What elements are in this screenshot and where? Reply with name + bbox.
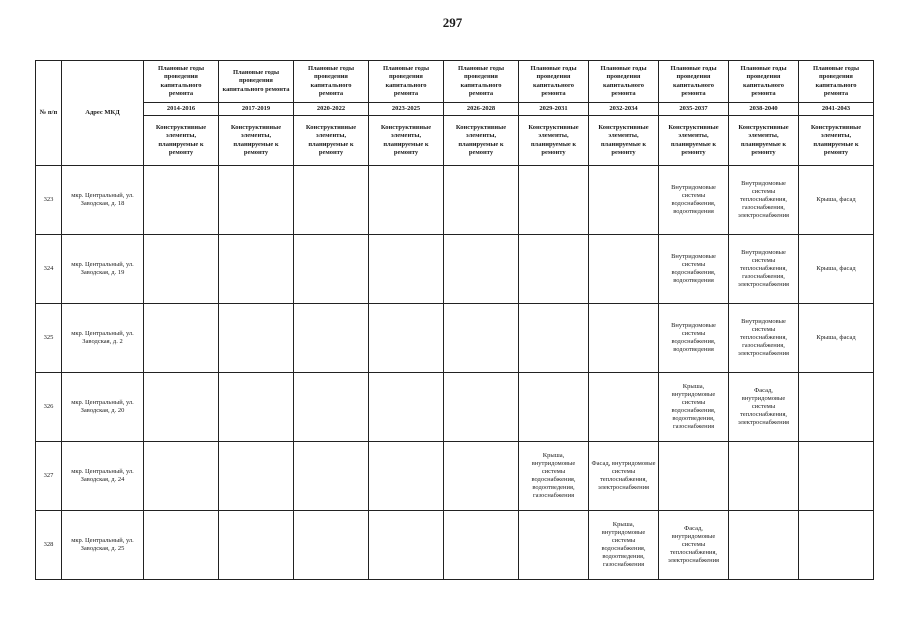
- row-address: мкр. Центральный, ул. Заводская, д. 24: [62, 442, 144, 511]
- table-cell: [219, 166, 294, 235]
- col-header-elements: Конструктивные элементы, планируемые к ремонту: [369, 116, 444, 166]
- table-cell: [519, 511, 589, 580]
- table-cell: [144, 373, 219, 442]
- col-header-elements: Конструктивные элементы, планируемые к ремонту: [144, 116, 219, 166]
- table-row: [36, 304, 874, 373]
- table-row: [36, 511, 874, 580]
- col-header-num: № п/п: [36, 61, 62, 166]
- year-range: 2038-2040: [729, 103, 799, 116]
- table-cell: [219, 511, 294, 580]
- row-address: мкр. Центральный, ул. Заводская, д. 25: [62, 511, 144, 580]
- table-cell: [144, 166, 219, 235]
- table-cell: Внутридомовые системы теплоснабжения, газоснабжения, электроснабжения: [729, 235, 799, 304]
- year-range: 2017-2019: [219, 103, 294, 116]
- col-header-address: Адрес МКД: [62, 61, 144, 166]
- table-row: [36, 235, 874, 304]
- table-cell: [519, 373, 589, 442]
- capital-repair-table: [35, 60, 874, 580]
- table-cell: Фасад, внутридомовые системы теплоснабжения, электроснабжения: [729, 373, 799, 442]
- table-cell: [519, 304, 589, 373]
- table-cell: [444, 166, 519, 235]
- table-cell: [219, 235, 294, 304]
- row-number: 325: [36, 304, 62, 373]
- col-header-elements: Конструктивные элементы, планируемые к ремонту: [799, 116, 874, 166]
- table-cell: [144, 235, 219, 304]
- year-range: 2035-2037: [659, 103, 729, 116]
- table-cell: [369, 304, 444, 373]
- table-cell: [369, 511, 444, 580]
- table-cell: [144, 511, 219, 580]
- col-header-period: Плановые годы проведения капитального ремонта: [799, 61, 874, 103]
- col-header-period: Плановые годы проведения капитального ремонта: [444, 61, 519, 103]
- table-cell: Крыша, внутридомовые системы водоснабжения, водоотведения, газоснабжения: [589, 511, 659, 580]
- year-range: 2023-2025: [369, 103, 444, 116]
- table-cell: [799, 373, 874, 442]
- table-cell: [589, 166, 659, 235]
- col-header-period: Плановые годы проведения капитального ремонта: [219, 61, 294, 103]
- row-number: 326: [36, 373, 62, 442]
- table-cell: [444, 373, 519, 442]
- table-cell: [444, 511, 519, 580]
- table-cell: [219, 373, 294, 442]
- table-cell: [294, 442, 369, 511]
- table-cell: Фасад, внутридомовые системы теплоснабжения, электроснабжения: [589, 442, 659, 511]
- table-cell: Внутридомовые системы водоснабжения, водоотведения: [659, 235, 729, 304]
- row-number: 328: [36, 511, 62, 580]
- table-cell: Внутридомовые системы теплоснабжения, газоснабжения, электроснабжения: [729, 304, 799, 373]
- row-address: мкр. Центральный, ул. Заводская, д. 19: [62, 235, 144, 304]
- year-range: 2014-2016: [144, 103, 219, 116]
- col-header-period: Плановые годы проведения капитального ремонта: [589, 61, 659, 103]
- col-header-period: Плановые годы проведения капитального ремонта: [729, 61, 799, 103]
- table-cell: [219, 304, 294, 373]
- table-cell: [294, 166, 369, 235]
- table-cell: Фасад, внутридомовые системы теплоснабжения, электроснабжения: [659, 511, 729, 580]
- table-cell: [589, 373, 659, 442]
- table-cell: [519, 235, 589, 304]
- row-address: мкр. Центральный, ул. Заводская, д. 2: [62, 304, 144, 373]
- table-cell: Крыша, внутридомовые системы водоснабжения, водоотведения, газоснабжения: [659, 373, 729, 442]
- table-cell: [519, 166, 589, 235]
- table-cell: [219, 442, 294, 511]
- table-row: [36, 373, 874, 442]
- table-cell: [144, 442, 219, 511]
- table-cell: Крыша, фасад: [799, 304, 874, 373]
- year-range: 2032-2034: [589, 103, 659, 116]
- table-row: [36, 442, 874, 511]
- row-number: 324: [36, 235, 62, 304]
- table-cell: Внутридомовые системы водоснабжения, водоотведения: [659, 304, 729, 373]
- table-cell: [589, 235, 659, 304]
- table-cell: [294, 304, 369, 373]
- table-cell: [444, 304, 519, 373]
- table-cell: [444, 235, 519, 304]
- col-header-period: Плановые годы проведения капитального ремонта: [369, 61, 444, 103]
- col-header-elements: Конструктивные элементы, планируемые к ремонту: [444, 116, 519, 166]
- col-header-period: Плановые годы проведения капитального ремонта: [144, 61, 219, 103]
- table-cell: [369, 442, 444, 511]
- row-number: 323: [36, 166, 62, 235]
- table-cell: [369, 373, 444, 442]
- col-header-period: Плановые годы проведения капитального ремонта: [659, 61, 729, 103]
- row-number: 327: [36, 442, 62, 511]
- table-cell: [729, 442, 799, 511]
- table-cell: [294, 511, 369, 580]
- table-cell: [589, 304, 659, 373]
- col-header-elements: Конструктивные элементы, планируемые к ремонту: [659, 116, 729, 166]
- year-range: 2029-2031: [519, 103, 589, 116]
- col-header-elements: Конструктивные элементы, планируемые к ремонту: [294, 116, 369, 166]
- col-header-elements: Конструктивные элементы, планируемые к ремонту: [589, 116, 659, 166]
- row-address: мкр. Центральный, ул. Заводская, д. 18: [62, 166, 144, 235]
- table-cell: Крыша, фасад: [799, 166, 874, 235]
- table-cell: [729, 511, 799, 580]
- table-cell: [144, 304, 219, 373]
- table-cell: Крыша, фасад: [799, 235, 874, 304]
- page-number: 297: [442, 15, 463, 30]
- table-cell: Внутридомовые системы водоснабжения, водоотведения: [659, 166, 729, 235]
- table-row: [36, 166, 874, 235]
- year-range: 2020-2022: [294, 103, 369, 116]
- table-cell: [659, 442, 729, 511]
- table-cell: [294, 235, 369, 304]
- table-cell: [799, 511, 874, 580]
- col-header-period: Плановые годы проведения капитального ремонта: [294, 61, 369, 103]
- col-header-elements: Конструктивные элементы, планируемые к ремонту: [219, 116, 294, 166]
- table-cell: [444, 442, 519, 511]
- col-header-elements: Конструктивные элементы, планируемые к ремонту: [519, 116, 589, 166]
- row-address: мкр. Центральный, ул. Заводская, д. 20: [62, 373, 144, 442]
- table-cell: [294, 373, 369, 442]
- table-cell: Крыша, внутридомовые системы водоснабжения, водоотведения, газоснабжения: [519, 442, 589, 511]
- year-range: 2041-2043: [799, 103, 874, 116]
- col-header-period: Плановые годы проведения капитального ремонта: [519, 61, 589, 103]
- table-cell: [369, 166, 444, 235]
- col-header-elements: Конструктивные элементы, планируемые к ремонту: [729, 116, 799, 166]
- year-range: 2026-2028: [444, 103, 519, 116]
- table-cell: [369, 235, 444, 304]
- table-cell: Внутридомовые системы теплоснабжения, газоснабжения, электроснабжения: [729, 166, 799, 235]
- table-cell: [799, 442, 874, 511]
